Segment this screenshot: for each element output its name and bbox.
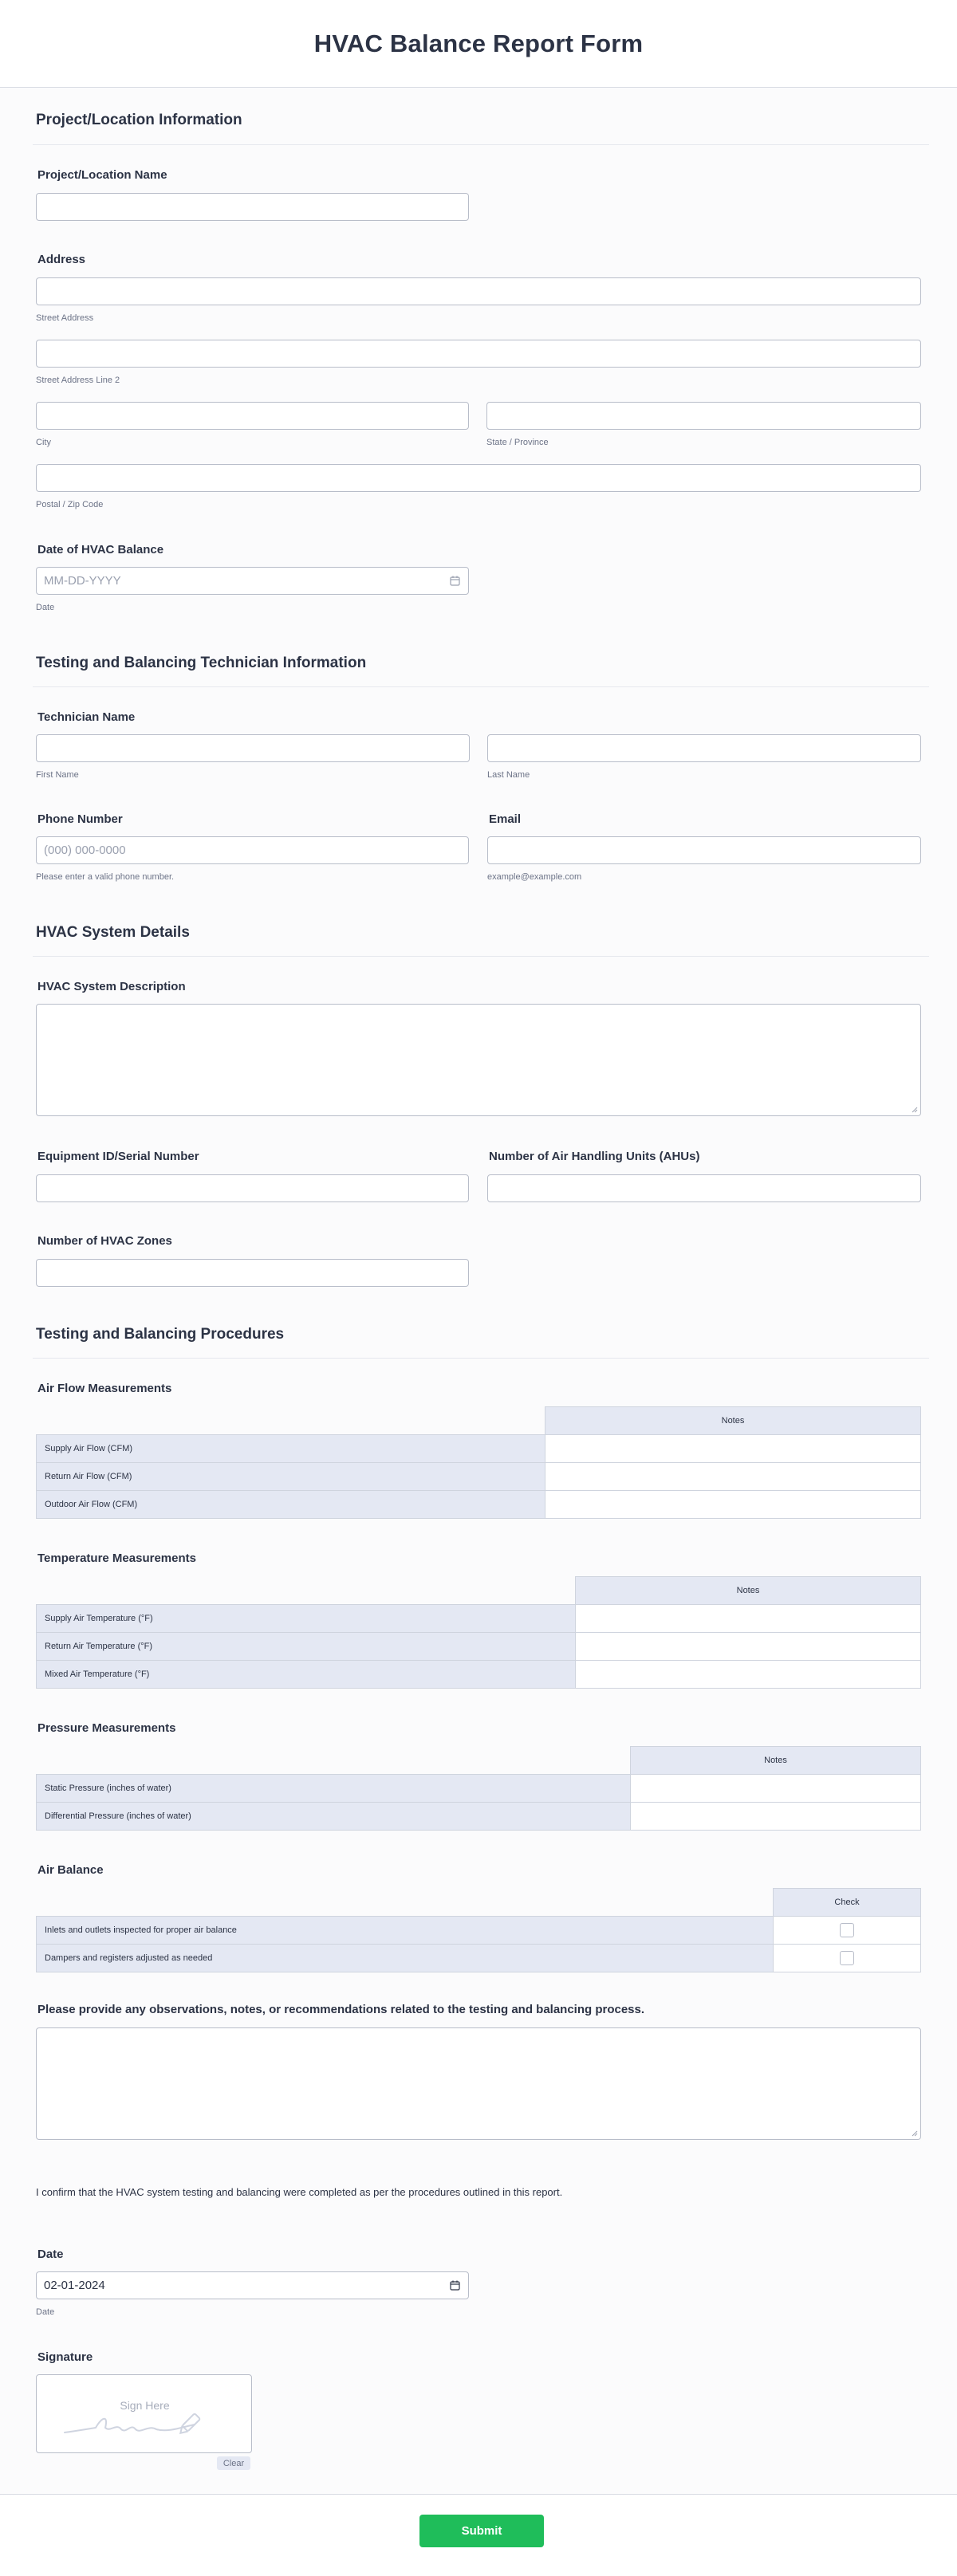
report-date-label: Date xyxy=(37,2248,64,2261)
email-sublabel: example@example.com xyxy=(487,872,582,882)
report-date-value: 02-01-2024 xyxy=(44,2279,105,2292)
balance-date-input[interactable] xyxy=(36,567,469,595)
pressure-row-label: Static Pressure (inches of water) xyxy=(37,1775,631,1803)
section-divider xyxy=(33,686,929,687)
last-name-sublabel: Last Name xyxy=(487,770,530,780)
air-balance-checkbox[interactable] xyxy=(840,1923,854,1937)
table-row xyxy=(37,1661,921,1689)
technician-name-label: Technician Name xyxy=(37,710,136,724)
airflow-matrix xyxy=(36,1406,921,1519)
airflow-row-label: Supply Air Flow (CFM) xyxy=(37,1435,545,1463)
form-title: HVAC Balance Report Form xyxy=(313,29,644,57)
airflow-notes-cell[interactable] xyxy=(545,1491,921,1519)
project-name-input[interactable] xyxy=(36,193,469,221)
city-input[interactable] xyxy=(36,402,469,430)
state-input[interactable] xyxy=(486,402,921,430)
address-label: Address xyxy=(37,253,86,266)
pressure-notes-cell[interactable] xyxy=(631,1803,921,1831)
form-header xyxy=(0,0,957,88)
signature-label: Signature xyxy=(37,2350,93,2364)
zip-input[interactable] xyxy=(36,464,921,492)
clear-signature-button[interactable]: Clear xyxy=(217,2456,250,2470)
signature-pad[interactable] xyxy=(36,2374,252,2453)
temperature-row-label: Supply Air Temperature (°F) xyxy=(37,1605,576,1633)
temperature-label: Temperature Measurements xyxy=(37,1551,196,1565)
phone-input[interactable] xyxy=(36,836,469,864)
air-balance-row-label: Dampers and registers adjusted as needed xyxy=(37,1945,774,1972)
airflow-row-label: Return Air Flow (CFM) xyxy=(37,1463,545,1491)
section-title-procedures: Testing and Balancing Procedures xyxy=(36,1326,285,1343)
ahu-count-label: Number of Air Handling Units (AHUs) xyxy=(489,1150,700,1163)
balance-date-label: Date of HVAC Balance xyxy=(37,543,164,556)
signature-hint: Sign Here xyxy=(120,2399,170,2412)
city-sublabel: City xyxy=(36,438,51,447)
phone-placeholder: (000) 000-0000 xyxy=(44,844,126,857)
project-name-label: Project/Location Name xyxy=(37,168,167,182)
table-row xyxy=(37,1605,921,1633)
street-address-line2-sublabel: Street Address Line 2 xyxy=(36,376,120,385)
air-balance-checkbox[interactable] xyxy=(840,1951,854,1965)
street-address-sublabel: Street Address xyxy=(36,313,94,323)
observations-label: Please provide any observations, notes, or recommendations related to the testing and balancing process. xyxy=(37,2003,645,2016)
section-title-system: HVAC System Details xyxy=(36,924,190,941)
section-divider xyxy=(33,1358,929,1359)
table-row xyxy=(37,1775,921,1803)
table-row xyxy=(37,1945,921,1972)
balance-date-placeholder: MM-DD-YYYY xyxy=(44,574,121,588)
section-title-technician: Testing and Balancing Technician Information xyxy=(36,655,367,671)
resize-handle-icon[interactable] xyxy=(912,2130,918,2137)
phone-label: Phone Number xyxy=(37,812,123,826)
temperature-column-header: Notes xyxy=(576,1577,921,1605)
temperature-notes-cell[interactable] xyxy=(576,1605,921,1633)
first-name-sublabel: First Name xyxy=(36,770,79,780)
zones-count-label: Number of HVAC Zones xyxy=(37,1234,172,1248)
confirmation-text: I confirm that the HVAC system testing and balancing were completed as per the procedures outlined in this report. xyxy=(36,2186,563,2198)
zones-count-input[interactable] xyxy=(36,1259,469,1287)
table-row xyxy=(37,1435,921,1463)
table-row xyxy=(37,1491,921,1519)
observations-textarea[interactable] xyxy=(36,2027,921,2140)
temperature-row-label: Return Air Temperature (°F) xyxy=(37,1633,576,1661)
signature-scribble-icon xyxy=(61,2401,232,2439)
street-address-input[interactable] xyxy=(36,277,921,305)
pressure-matrix xyxy=(36,1746,921,1831)
email-input[interactable] xyxy=(487,836,921,864)
pressure-row-label: Differential Pressure (inches of water) xyxy=(37,1803,631,1831)
calendar-icon[interactable] xyxy=(450,576,460,586)
airflow-notes-cell[interactable] xyxy=(545,1463,921,1491)
first-name-input[interactable] xyxy=(36,734,470,762)
air-balance-matrix xyxy=(36,1888,921,1972)
ahu-count-input[interactable] xyxy=(487,1174,921,1202)
email-label: Email xyxy=(489,812,522,826)
temperature-row-label: Mixed Air Temperature (°F) xyxy=(37,1661,576,1689)
state-sublabel: State / Province xyxy=(486,438,549,447)
section-divider xyxy=(33,956,929,957)
equipment-id-label: Equipment ID/Serial Number xyxy=(37,1150,199,1163)
calendar-icon[interactable] xyxy=(450,2280,460,2291)
table-row xyxy=(37,1917,921,1945)
temperature-notes-cell[interactable] xyxy=(576,1633,921,1661)
balance-date-sublabel: Date xyxy=(36,603,55,612)
airflow-notes-cell[interactable] xyxy=(545,1435,921,1463)
temperature-notes-cell[interactable] xyxy=(576,1661,921,1689)
pressure-label: Pressure Measurements xyxy=(37,1721,176,1735)
airflow-label: Air Flow Measurements xyxy=(37,1382,172,1395)
table-row xyxy=(37,1633,921,1661)
last-name-input[interactable] xyxy=(487,734,921,762)
street-address-line2-input[interactable] xyxy=(36,340,921,368)
system-description-label: HVAC System Description xyxy=(37,980,186,993)
report-date-sublabel: Date xyxy=(36,2307,55,2317)
air-balance-label: Air Balance xyxy=(37,1863,104,1877)
air-balance-row-label: Inlets and outlets inspected for proper air balance xyxy=(37,1917,774,1945)
form-footer xyxy=(0,2494,957,2576)
air-balance-check-cell xyxy=(774,1945,921,1972)
section-title-project: Project/Location Information xyxy=(36,112,242,128)
temperature-matrix xyxy=(36,1576,921,1689)
pressure-notes-cell[interactable] xyxy=(631,1775,921,1803)
airflow-row-label: Outdoor Air Flow (CFM) xyxy=(37,1491,545,1519)
resize-handle-icon[interactable] xyxy=(912,1107,918,1113)
report-date-input[interactable] xyxy=(36,2271,469,2299)
table-row xyxy=(37,1463,921,1491)
equipment-id-input[interactable] xyxy=(36,1174,469,1202)
table-row xyxy=(37,1803,921,1831)
section-divider xyxy=(33,144,929,145)
phone-sublabel: Please enter a valid phone number. xyxy=(36,872,175,882)
submit-button[interactable]: Submit xyxy=(419,2515,544,2547)
airflow-column-header: Notes xyxy=(545,1407,921,1435)
system-description-textarea[interactable] xyxy=(36,1004,921,1116)
air-balance-check-cell xyxy=(774,1917,921,1945)
zip-sublabel: Postal / Zip Code xyxy=(36,500,104,509)
pressure-column-header: Notes xyxy=(631,1747,921,1775)
air-balance-column-header: Check xyxy=(774,1889,921,1917)
